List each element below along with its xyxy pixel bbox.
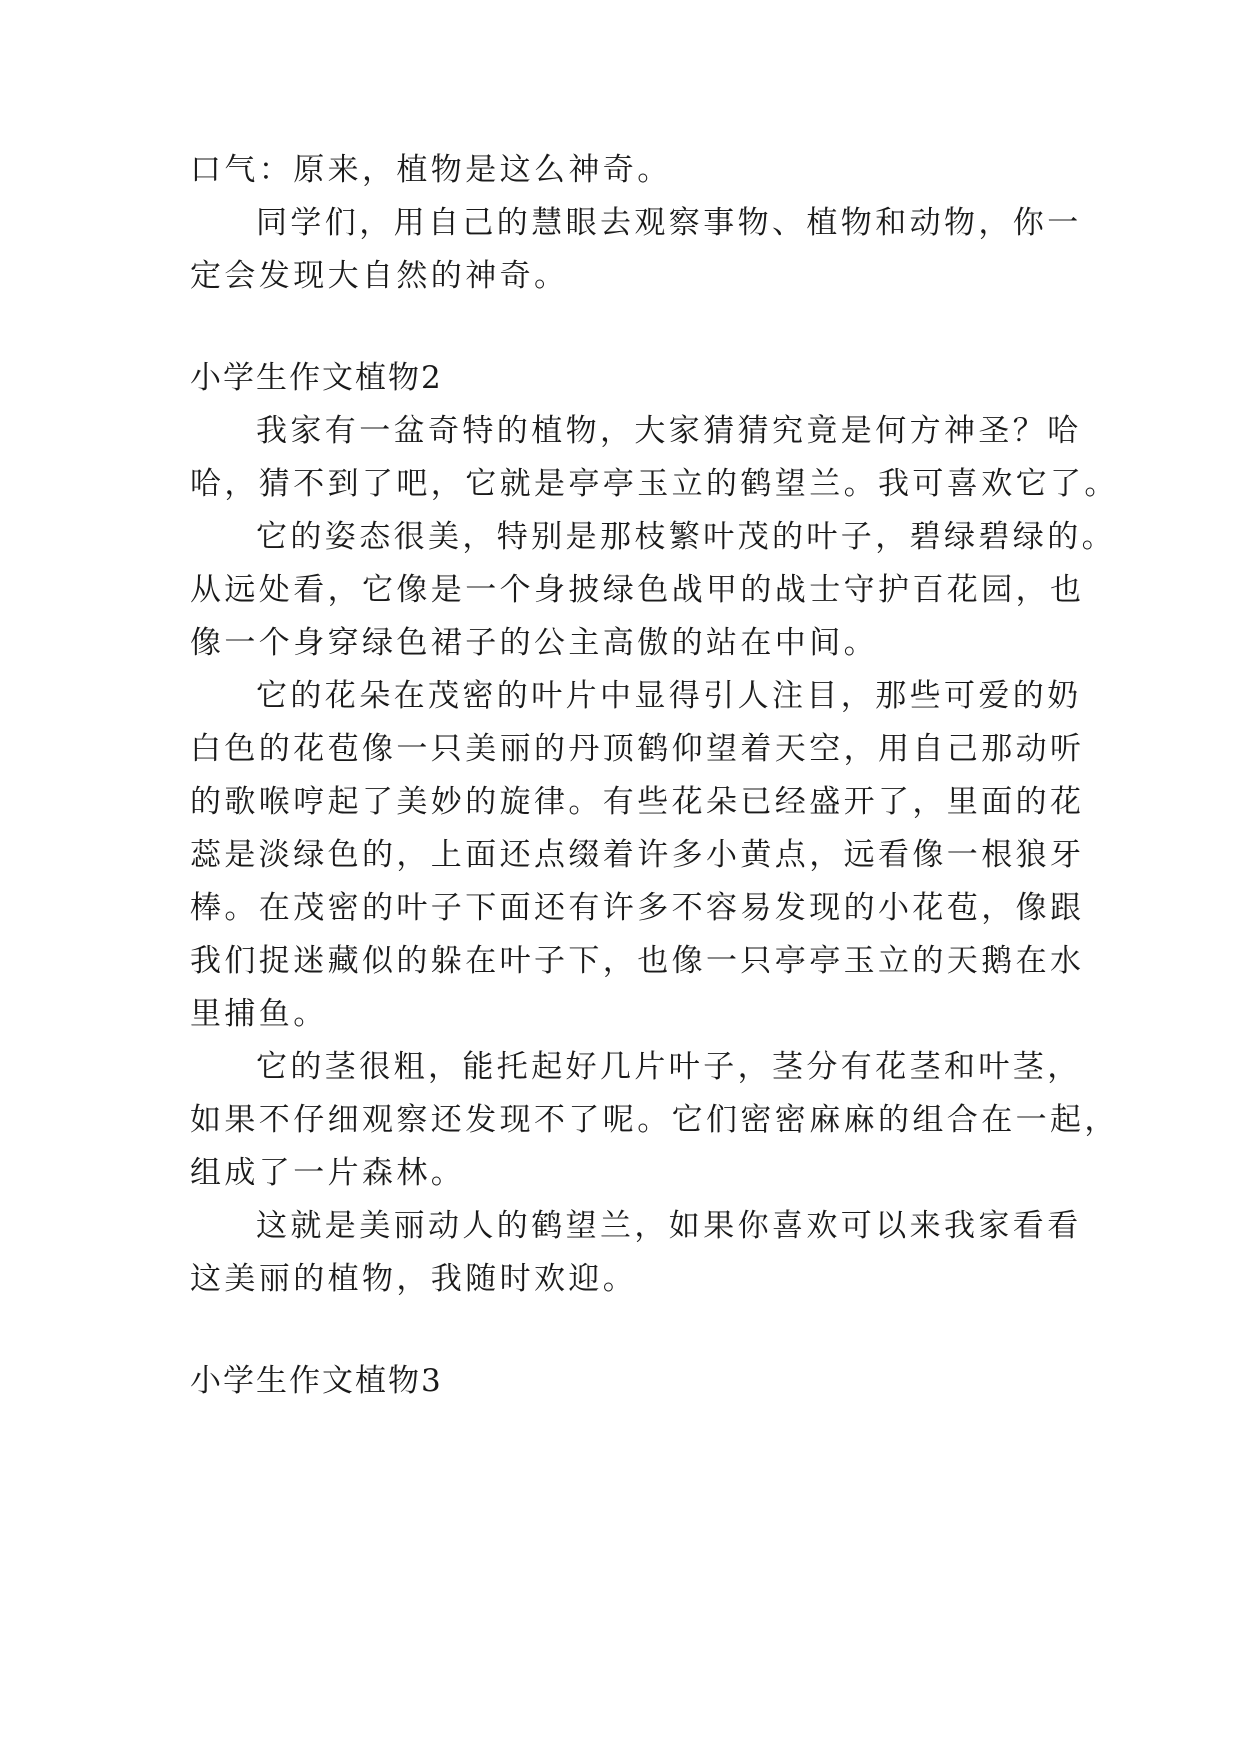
paragraph-line: 它的茎很粗，能托起好几片叶子，茎分有花茎和叶茎， [256, 1049, 1082, 1085]
section-heading: 小学生作文植物3 [190, 1363, 443, 1399]
paragraph-line: 哈，猜不到了吧，它就是亭亭玉立的鹤望兰。我可喜欢它了。 [190, 466, 1119, 502]
paragraph-line: 这美丽的植物，我随时欢迎。 [190, 1261, 638, 1297]
paragraph-line: 从远处看，它像是一个身披绿色战甲的战士守护百花园，也 [190, 572, 1085, 608]
paragraph-line: 像一个身穿绿色裙子的公主高傲的站在中间。 [190, 625, 878, 661]
paragraph-line: 白色的花苞像一只美丽的丹顶鹤仰望着天空，用自己那动听 [190, 731, 1085, 767]
paragraph-line: 我家有一盆奇特的植物，大家猜猜究竟是何方神圣？哈 [256, 413, 1082, 449]
paragraph-line: 它的姿态很美，特别是那枝繁叶茂的叶子，碧绿碧绿的。 [256, 519, 1116, 555]
paragraph-line: 这就是美丽动人的鹤望兰，如果你喜欢可以来我家看看 [256, 1208, 1082, 1244]
paragraph-line: 如果不仔细观察还发现不了呢。它们密密麻麻的组合在一起， [190, 1102, 1119, 1138]
paragraph-line: 我们捉迷藏似的躲在叶子下，也像一只亭亭玉立的天鹅在水 [190, 943, 1085, 979]
paragraph-line: 定会发现大自然的神奇。 [190, 258, 569, 294]
paragraph-line: 同学们，用自己的慧眼去观察事物、植物和动物，你一 [256, 205, 1082, 241]
paragraph-line: 棒。在茂密的叶子下面还有许多不容易发现的小花苞，像跟 [190, 890, 1085, 926]
paragraph-line: 它的花朵在茂密的叶片中显得引人注目，那些可爱的奶 [256, 678, 1082, 714]
section-heading: 小学生作文植物2 [190, 360, 443, 396]
paragraph-line: 的歌喉哼起了美妙的旋律。有些花朵已经盛开了，里面的花 [190, 784, 1085, 820]
paragraph-line: 蕊是淡绿色的，上面还点缀着许多小黄点，远看像一根狼牙 [190, 837, 1085, 873]
paragraph-line: 组成了一片森林。 [190, 1155, 466, 1191]
paragraph-line: 里捕鱼。 [190, 996, 328, 1032]
paragraph-line: 口气：原来，植物是这么神奇。 [190, 152, 672, 188]
